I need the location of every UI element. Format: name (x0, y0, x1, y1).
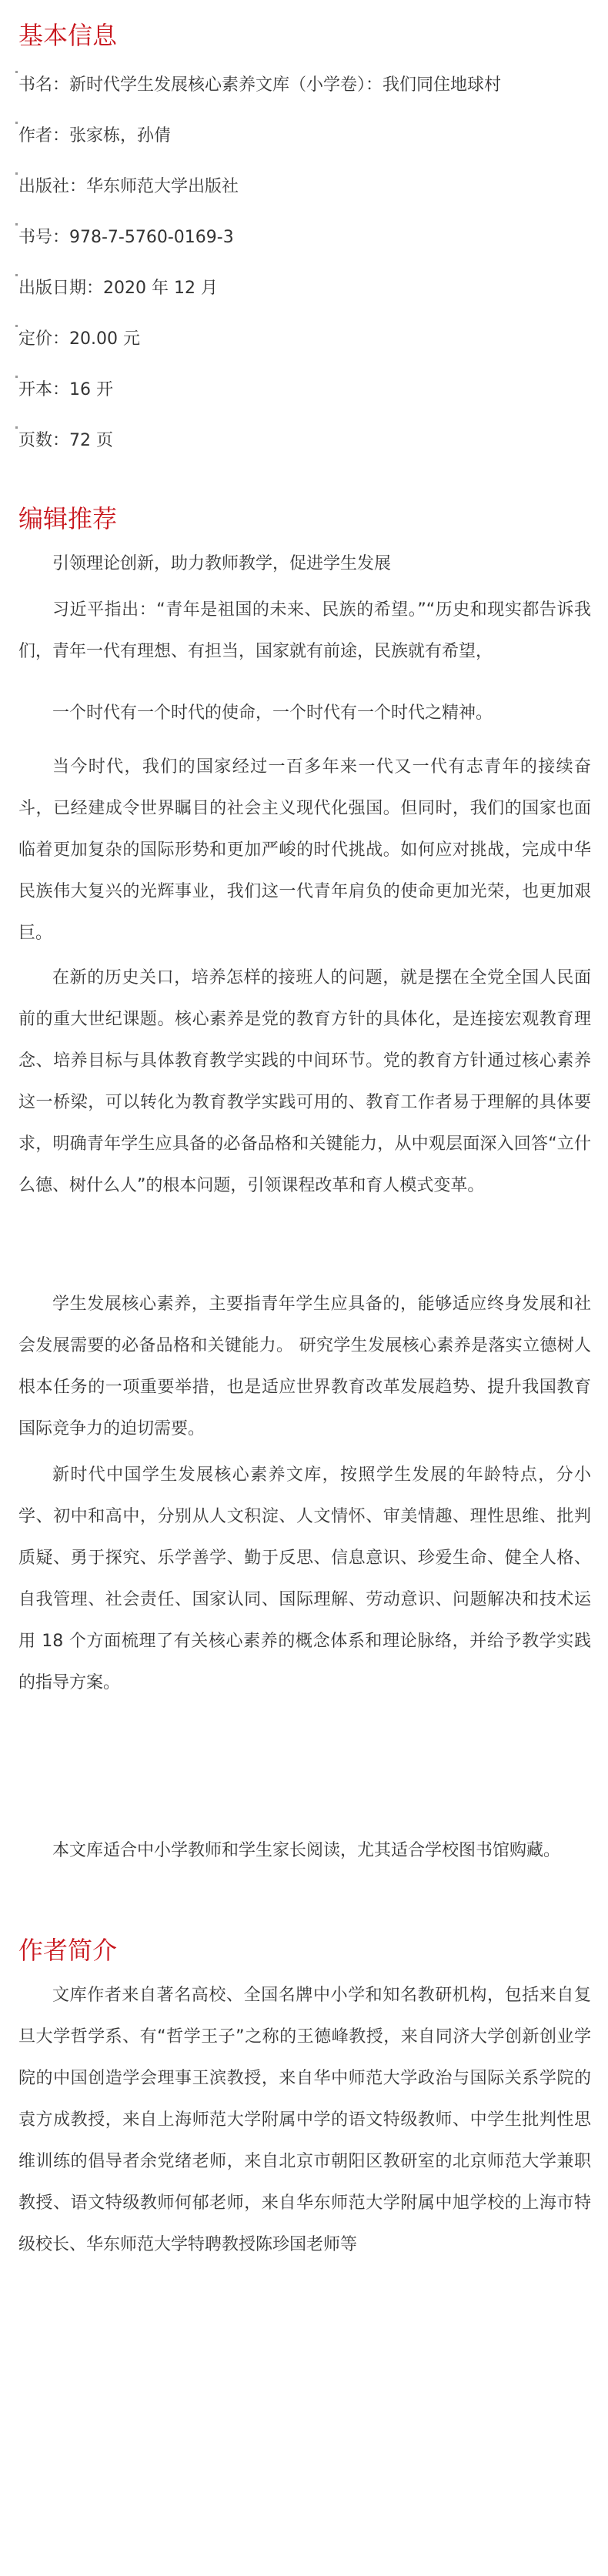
line-marker (15, 376, 18, 378)
book-name: 书名：新时代学生发展核心素养文库（小学卷）：我们同住地球村 (18, 75, 502, 95)
book-price: 定价：20.00 元 (18, 329, 140, 349)
recommendation-paragraph: 一个时代有一个时代的使命，一个时代有一个时代之精神。 (52, 703, 493, 723)
author-intro-heading: 作者简介 (18, 1936, 118, 1965)
recommendation-paragraph: 学生发展核心素养，主要指青年学生应具备的，能够适应终身发展和社会发展需要的必备品格和关键能力。 研究学生发展核心素养是落实立德树人根本任务的一项重要举措，也是适应世界教育改革发展趋势、提升我国教育国际竞争力的迫切需要。 (18, 1295, 591, 1438)
book-pub-date: 出版日期：2020 年 12 月 (18, 279, 218, 298)
recommendation-paragraph: 本文库适合中小学教师和学生家长阅读，尤其适合学校图书馆购藏。 (52, 1841, 561, 1860)
recommendation-paragraph: 引领理论创新，助力教师教学，促进学生发展 (52, 554, 392, 573)
line-marker (15, 325, 18, 327)
recommendation-paragraph: 在新的历史关口，培养怎样的接班人的问题，就是摆在全党全国人民面前的重大世纪课题。核心素养是党的教育方针的具体化，是连接宏观教育理念、培养目标与具体教育教学实践的中间环节。党的教育方针通过核心素养这一桥梁，可以转化为教育教学实践可用的、教育工作者易于理解的具体要求，明确青年学生应具备的必备品格和关键能力，从中观层面深入回答“立什么德、树什么人”的根本问题，引领课程改革和育人模式变革。 (18, 968, 591, 1195)
line-marker (15, 122, 18, 124)
editor-recommendation-heading: 编辑推荐 (18, 504, 118, 533)
line-marker (15, 71, 18, 73)
book-publisher: 出版社：华东师范大学出版社 (18, 177, 239, 196)
book-authors: 作者：张家栋，孙倩 (18, 126, 172, 145)
recommendation-paragraph: 当今时代，我们的国家经过一百多年来一代又一代有志青年的接续奋斗，已经建成令世界瞩目的社会主义现代化强国。但同时，我们的国家也面临着更加复杂的国际形势和更加严峻的时代挑战。如何应对挑战，完成中华民族伟大复兴的光辉事业，我们这一代青年肩负的使命更加光荣，也更加艰巨。 (18, 757, 591, 943)
line-marker (15, 426, 18, 429)
line-marker (15, 274, 18, 276)
recommendation-paragraph: 新时代中国学生发展核心素养文库，按照学生发展的年龄特点，分小学、初中和高中，分别从人文积淀、人文情怀、审美情趣、理性思维、批判质疑、勇于探究、乐学善学、勤于反思、信息意识、珍爱生命、健全人格、自我管理、社会责任、国家认同、国际理解、劳动意识、问题解决和技术运用 18 个方面梳理了有关核心素养的概念体系和理论脉络，并给予教学实践的指导方案。 (18, 1465, 591, 1692)
book-isbn: 书号：978-7-5760-0169-3 (18, 228, 234, 247)
author-paragraph: 文库作者来自著名高校、全国名牌中小学和知名教研机构，包括来自复旦大学哲学系、有“哲学王子”之称的王德峰教授，来自同济大学创新创业学院的中国创造学会理事王滨教授，来自华中师范大学政治与国际关系学院的袁方成教授，来自上海师范大学附属中学的语文特级教师、中学生批判性思维训练的倡导者余党绪老师，来自北京市朝阳区教研室的北京师范大学兼职教授、语文特级教师何郁老师，来自华东师范大学附属中旭学校的上海市特级校长、华东师范大学特聘教授陈珍国老师等 (18, 1986, 591, 2254)
recommendation-paragraph: 习近平指出：“青年是祖国的未来、民族的希望。”“历史和现实都告诉我们，青年一代有理想、有担当，国家就有前途，民族就有希望， (18, 600, 591, 661)
line-marker (15, 223, 18, 226)
line-marker (15, 172, 18, 175)
basic-info-heading: 基本信息 (18, 21, 118, 50)
book-pages: 页数：72 页 (18, 431, 113, 450)
book-format: 开本：16 开 (18, 380, 113, 399)
